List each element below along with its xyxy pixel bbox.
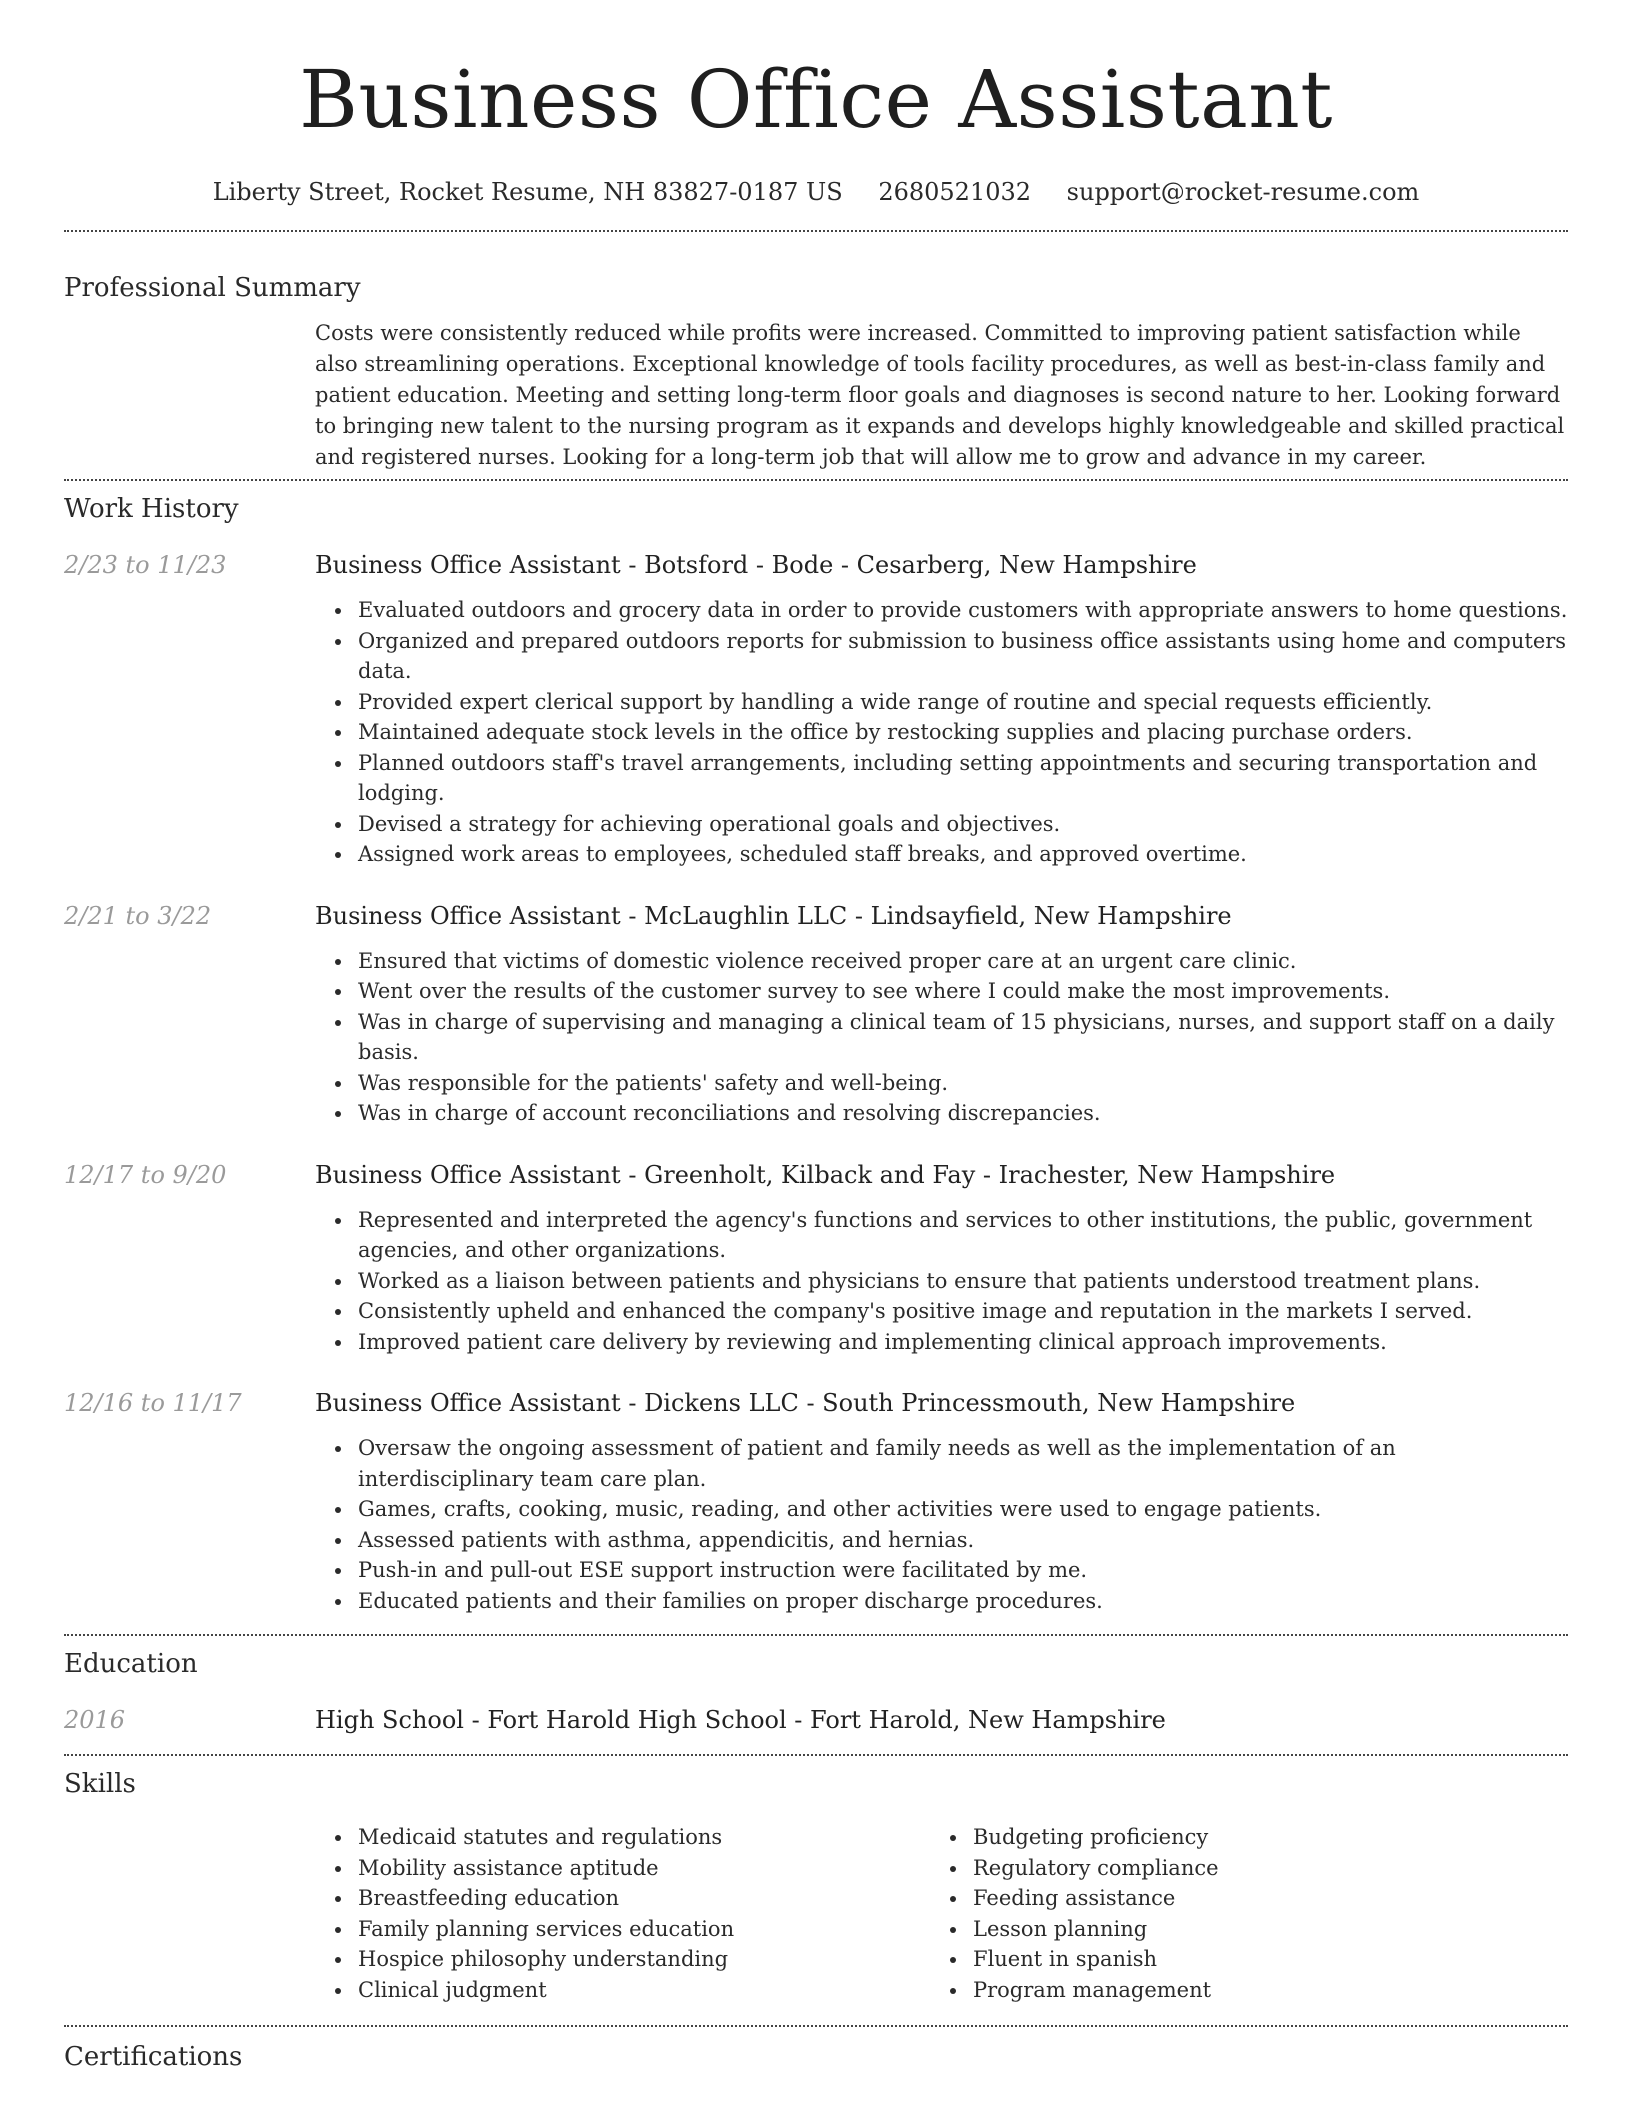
list-item: Worked as a liaison between patients and physicians to ensure that patients understood treatment plans. <box>358 1266 1568 1297</box>
skills-bullets-right <box>930 1822 1545 2005</box>
list-item: Was responsible for the patients' safety and well-being. <box>358 1068 1568 1099</box>
list-item: Medicaid statutes and regulations <box>358 1822 930 1853</box>
summary-text: Costs were consistently reduced while profits were increased. Committed to improving patient satisfaction while also streamlining operations. Exceptional knowledge of tools facility procedures, as well as best-in-class family and patient education. Meeting and setting long-term floor goals and diagnoses is second nature to her. Looking forward to bringing new talent to the nursing program as it expands and develops highly knowledgeable and skilled practical and registered nurses. Looking for a long-term job that will allow me to grow and advance in my career. <box>315 321 1565 469</box>
list-item: Hospice philosophy understanding <box>358 1944 930 1975</box>
divider <box>64 1634 1568 1636</box>
resume-name-heading: Business Office Assistant <box>299 53 1333 146</box>
list-item: Budgeting proficiency <box>973 1822 1545 1853</box>
list-item: Family planning services education <box>358 1914 930 1945</box>
job-bullets <box>64 595 1568 870</box>
divider <box>64 1754 1568 1756</box>
list-item: Lesson planning <box>973 1914 1545 1945</box>
job-date: 2/23 to 11/23 <box>64 551 227 579</box>
list-item: Push-in and pull-out ESE support instruction were facilitated by me. <box>358 1555 1568 1586</box>
list-item: Educated patients and their families on proper discharge procedures. <box>358 1586 1568 1617</box>
education-date: 2016 <box>64 1706 126 1734</box>
list-item: Fluent in spanish <box>973 1944 1545 1975</box>
education-entry <box>64 1704 1568 1736</box>
divider <box>64 479 1568 481</box>
job-bullets <box>64 1433 1568 1616</box>
job-date: 2/21 to 3/22 <box>64 901 212 930</box>
job-entry <box>64 1387 1568 1616</box>
list-item: Planned outdoors staff's travel arrangements, including setting appointments and securing transportation and lodging. <box>358 748 1568 809</box>
education-title: High School - Fort Harold High School - Fort Harold, New Hampshire <box>315 1706 1166 1734</box>
job-title: Business Office Assistant - Greenholt, Kilback and Fay - Irachester, New Hampshire <box>315 1160 1336 1189</box>
list-item: Was in charge of supervising and managing a clinical team of 15 physicians, nurses, and support staff on a daily basis. <box>358 1007 1568 1068</box>
contact-address: Liberty Street, Rocket Resume, NH 83827-0187 US <box>212 178 843 206</box>
section-title-skills: Skills <box>64 1769 136 1799</box>
divider <box>64 230 1568 232</box>
job-title: Business Office Assistant - Dickens LLC - South Princessmouth, New Hampshire <box>315 1389 1296 1417</box>
list-item: Evaluated outdoors and grocery data in order to provide customers with appropriate answers to home questions. <box>358 595 1568 626</box>
job-date: 12/16 to 11/17 <box>64 1389 242 1417</box>
job-entry <box>64 549 1568 870</box>
section-title-summary: Professional Summary <box>64 273 361 303</box>
contact-email: support@rocket-resume.com <box>1066 178 1420 206</box>
list-item: Clinical judgment <box>358 1975 930 2006</box>
list-item: Program management <box>973 1975 1545 2006</box>
list-item: Improved patient care delivery by reviewing and implementing clinical approach improvements. <box>358 1327 1568 1358</box>
contact-phone: 2680521032 <box>878 178 1032 206</box>
list-item: Oversaw the ongoing assessment of patient and family needs as well as the implementation of an interdisciplinary team care plan. <box>358 1433 1568 1494</box>
list-item: Organized and prepared outdoors reports for submission to business office assistants using home and computers data. <box>358 626 1568 687</box>
skills-list <box>315 1822 1568 2005</box>
job-bullets <box>64 946 1568 1129</box>
list-item: Regulatory compliance <box>973 1853 1545 1884</box>
skills-column-right <box>930 1822 1545 2005</box>
job-bullets <box>64 1205 1568 1358</box>
list-item: Provided expert clerical support by handling a wide range of routine and special requests efficiently. <box>358 687 1568 718</box>
job-title: Business Office Assistant - McLaughlin LLC - Lindsayfield, New Hampshire <box>315 901 1232 930</box>
list-item: Mobility assistance aptitude <box>358 1853 930 1884</box>
resume-page <box>64 0 1568 2073</box>
section-title-work-history: Work History <box>64 494 239 524</box>
list-item: Was in charge of account reconciliations and resolving discrepancies. <box>358 1098 1568 1129</box>
section-title-certifications: Certifications <box>64 2042 243 2072</box>
job-entry <box>64 1159 1568 1358</box>
list-item: Feeding assistance <box>973 1883 1545 1914</box>
list-item: Ensured that victims of domestic violence received proper care at an urgent care clinic. <box>358 946 1568 977</box>
job-date: 12/17 to 9/20 <box>64 1160 227 1189</box>
list-item: Assessed patients with asthma, appendicitis, and hernias. <box>358 1525 1568 1556</box>
job-entry <box>64 900 1568 1129</box>
list-item: Maintained adequate stock levels in the office by restocking supplies and placing purchase orders. <box>358 717 1568 748</box>
skills-column-left <box>315 1822 930 2005</box>
list-item: Represented and interpreted the agency's functions and services to other institutions, the public, government agencies, and other organizations. <box>358 1205 1568 1266</box>
skills-bullets-left <box>315 1822 930 2005</box>
list-item: Devised a strategy for achieving operational goals and objectives. <box>358 809 1568 840</box>
section-title-education: Education <box>64 1649 198 1679</box>
list-item: Games, crafts, cooking, music, reading, and other activities were used to engage patients. <box>358 1494 1568 1525</box>
contact-line <box>64 176 1568 208</box>
list-item: Consistently upheld and enhanced the company's positive image and reputation in the markets I served. <box>358 1296 1568 1327</box>
divider <box>64 2025 1568 2027</box>
list-item: Went over the results of the customer survey to see where I could make the most improvements. <box>358 976 1568 1007</box>
list-item: Assigned work areas to employees, scheduled staff breaks, and approved overtime. <box>358 839 1568 870</box>
job-title: Business Office Assistant - Botsford - Bode - Cesarberg, New Hampshire <box>315 551 1197 579</box>
list-item: Breastfeeding education <box>358 1883 930 1914</box>
